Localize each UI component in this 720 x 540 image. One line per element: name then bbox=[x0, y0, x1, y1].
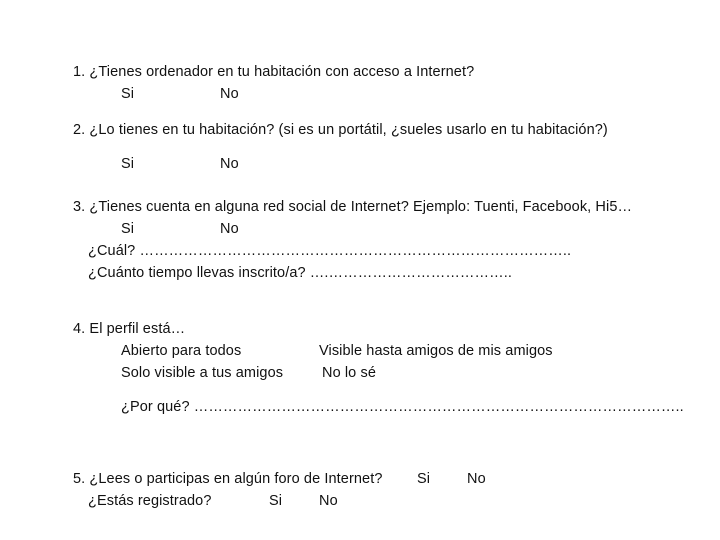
question-3: 3. ¿Tienes cuenta en alguna red social de Internet? Ejemplo: Tuenti, Facebook, Hi5… bbox=[73, 199, 633, 215]
q4-option-unknown: No lo sé bbox=[322, 365, 376, 381]
q3-which-line: ¿Cuál? …………………………………………………………………………….. bbox=[88, 243, 572, 259]
q3-how-long-line: ¿Cuánto tiempo llevas inscrito/a? ….……………………………….. bbox=[88, 265, 512, 281]
q5-option-no: No bbox=[467, 471, 486, 487]
q5-registered-no: No bbox=[319, 493, 338, 509]
q1-option-yes: Si bbox=[121, 86, 135, 102]
q4-option-open: Abierto para todos bbox=[121, 343, 242, 359]
q5-option-yes: Si bbox=[417, 471, 431, 487]
question-5: 5. ¿Lees o participas en algún foro de Internet? bbox=[73, 471, 383, 487]
q5-registered-yes: Si bbox=[269, 493, 283, 509]
q5-registered-question: ¿Estás registrado? bbox=[88, 493, 212, 509]
q4-option-friends-of-friends: Visible hasta amigos de mis amigos bbox=[319, 343, 553, 359]
q2-option-yes: Si bbox=[121, 156, 135, 172]
q4-option-friends: Solo visible a tus amigos bbox=[121, 365, 284, 381]
question-4: 4. El perfil está… bbox=[73, 321, 186, 337]
question-1: 1. ¿Tienes ordenador en tu habitación con acceso a Internet? bbox=[73, 64, 475, 80]
q1-option-no: No bbox=[220, 86, 239, 102]
q4-why-line: ¿Por qué? ……………………………………………………………………………………….. bbox=[121, 399, 684, 415]
q3-option-no: No bbox=[220, 221, 239, 237]
q2-option-no: No bbox=[220, 156, 239, 172]
q3-option-yes: Si bbox=[121, 221, 135, 237]
question-2: 2. ¿Lo tienes en tu habitación? (si es un portátil, ¿sueles usarlo en tu habitación?) bbox=[73, 122, 608, 138]
